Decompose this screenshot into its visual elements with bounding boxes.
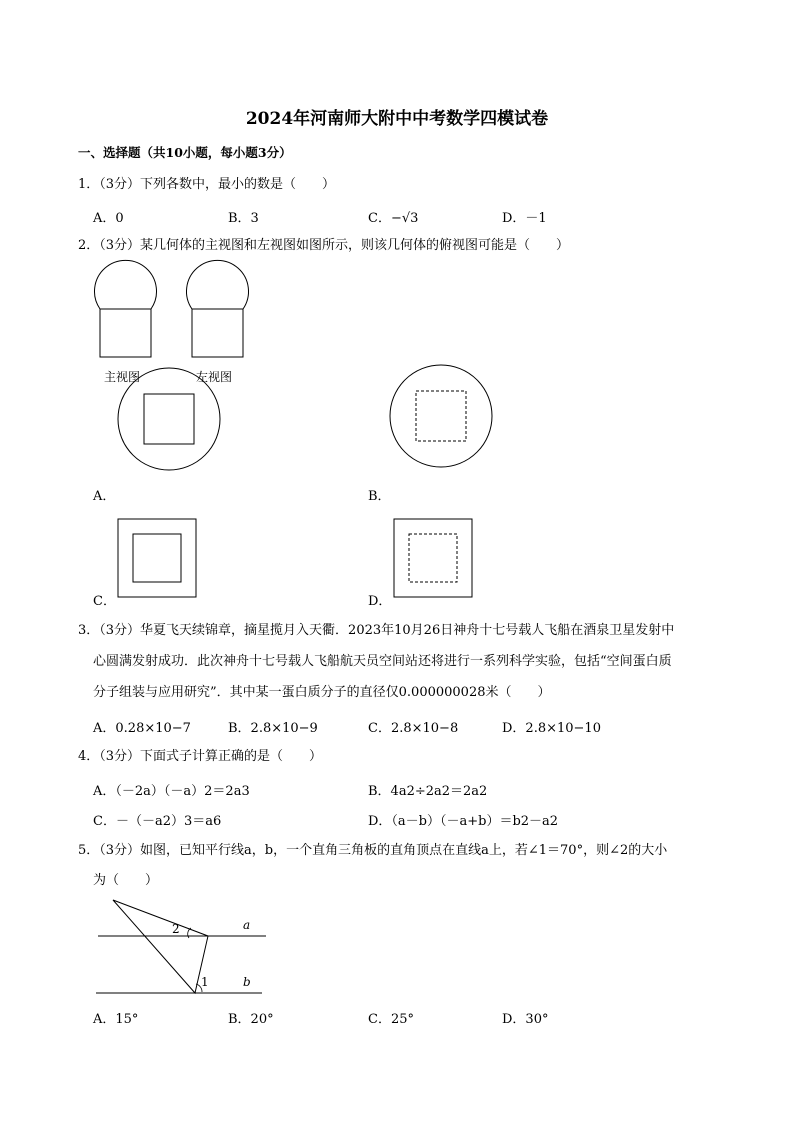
question-3-option-a: A．0.28×10−7: [93, 721, 191, 736]
question-3-stem-line-1: 3．（3分）华夏飞天续锦章，摘星揽月入天衢．2023年10月26日神舟十七号载人飞船在酒泉卫星发射中: [78, 623, 675, 638]
question-2-stem: 2．（3分）某几何体的主视图和左视图如图所示，则该几何体的俯视图可能是（ ）: [78, 238, 570, 253]
question-3-option-c: C．2.8×10−8: [368, 721, 459, 736]
question-3-option-b: B．2.8×10−9: [228, 721, 318, 736]
angle-2-label: 2: [172, 922, 180, 936]
exam-title: 2024年河南师大附中中考数学四模试卷: [245, 109, 549, 129]
line-b-label: b: [243, 975, 251, 989]
question-4-option-c: C．－（－a2）3＝a6: [93, 814, 222, 829]
question-4-option-a: A．（－2a）（－a）2＝2a3: [93, 784, 250, 799]
line-a-label: a: [243, 918, 251, 932]
question-1-option-a: A．0: [93, 211, 124, 226]
question-3-option-d: D．2.8×10−10: [502, 721, 601, 736]
question-1-option-b: B．3: [228, 211, 259, 226]
question-5-option-c: C．25°: [368, 1012, 414, 1027]
question-2-option-a: A．: [93, 489, 116, 504]
question-1-stem: 1．（3分）下列各数中，最小的数是（ ）: [78, 177, 336, 192]
left-view-label: 左视图: [196, 370, 233, 384]
question-1-option-d: D．－1: [502, 211, 547, 226]
question-4-stem: 4．（3分）下面式子计算正确的是（ ）: [78, 749, 323, 764]
question-2-option-c: C．: [93, 594, 116, 609]
section-heading: 一、选择题（共10小题，每小题3分）: [78, 145, 292, 160]
question-5-option-b: B．20°: [228, 1012, 274, 1027]
question-5-option-a: A．15°: [93, 1012, 139, 1027]
question-5-stem-line-2: 为（ ）: [93, 873, 159, 888]
angle-1-label: 1: [201, 975, 209, 989]
question-5-stem-line-1: 5．（3分）如图，已知平行线a，b，一个直角三角板的直角顶点在直线a上，若∠1＝70°，则∠2的大小: [78, 843, 668, 858]
question-3-stem-line-3: 分子组装与应用研究”．其中某一蛋白质分子的直径仅0.000000028米（ ）: [93, 685, 551, 700]
question-2-option-d: D．: [368, 594, 392, 609]
triangle-ruler: [113, 900, 208, 993]
question-3-stem-line-2: 心圆满发射成功．此次神舟十七号载人飞船航天员空间站还将进行一系列科学实验，包括“空间蛋白质: [93, 654, 672, 669]
question-4-option-d: D．（a－b）（－a+b）＝b2－a2: [368, 814, 559, 829]
question-1-option-c: C．−√3: [368, 211, 419, 226]
front-view-label: 主视图: [104, 370, 141, 384]
question-2-option-b: B．: [368, 489, 391, 504]
question-4-option-b: B．4a2÷2a2＝2a2: [368, 784, 488, 799]
question-5-option-d: D．30°: [502, 1012, 549, 1027]
